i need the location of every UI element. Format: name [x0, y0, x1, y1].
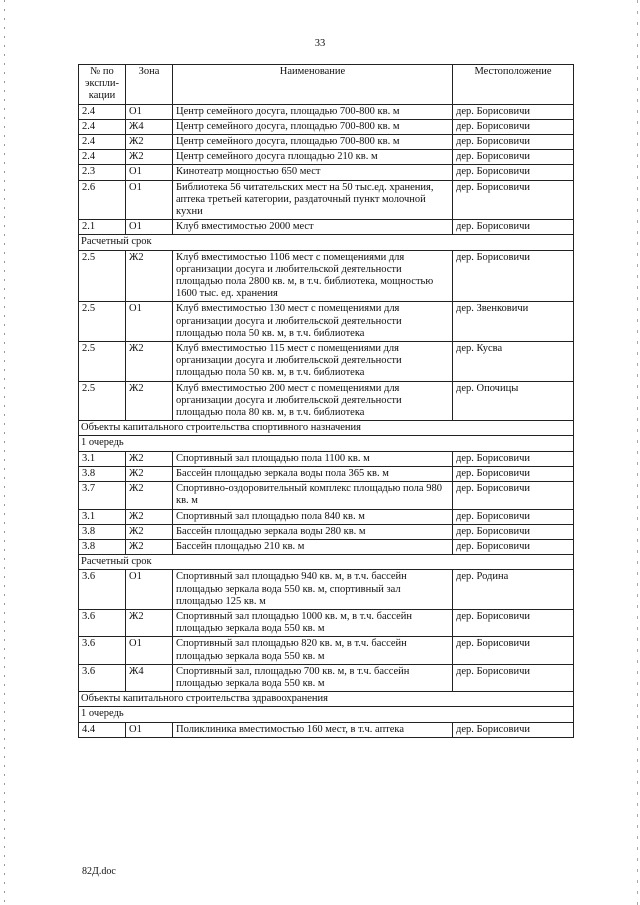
cell-zone: О1 [126, 302, 173, 342]
cell-location: дер. Звенковичи [453, 302, 574, 342]
table-row [79, 381, 574, 421]
table-row [79, 539, 574, 554]
cell-name: Центр семейного досуга площадью 210 кв. м [173, 150, 453, 165]
table-row [79, 119, 574, 134]
cell-location: дер. Борисовичи [453, 539, 574, 554]
cell-num: 4.4 [79, 722, 126, 737]
cell-num: 3.7 [79, 482, 126, 509]
page-number: 33 [314, 38, 326, 49]
table-row [79, 150, 574, 165]
cell-location: дер. Опочицы [453, 381, 574, 421]
cell-num: 2.5 [79, 342, 126, 382]
cell-zone: О1 [126, 104, 173, 119]
cell-zone: Ж2 [126, 509, 173, 524]
table-row [79, 664, 574, 691]
cell-location: дер. Борисовичи [453, 250, 574, 302]
cell-zone: Ж2 [126, 381, 173, 421]
cell-num: 3.6 [79, 570, 126, 610]
cell-location: дер. Борисовичи [453, 119, 574, 134]
cell-name: Спортивный зал площадью 940 кв. м, в т.ч. бассейн площадью зеркала вода 550 кв. м, спортивный зал площадью 125 кв. м [173, 570, 453, 610]
cell-zone: Ж4 [126, 119, 173, 134]
cell-name: Клуб вместимостью 130 мест с помещениями для организации досуга и любительской деятельности площадью пола 50 кв. м, в т.ч. библиотека [173, 302, 453, 342]
cell-name: Поликлиника вместимостью 160 мест, в т.ч. аптека [173, 722, 453, 737]
cell-name: Клуб вместимостью 1106 мест с помещениями для организации досуга и любительской деятельности площадью пола 2800 кв. м, в т.ч. библиотека, мощностью 1600 тыс. ед. хранения [173, 250, 453, 302]
cell-zone: Ж2 [126, 135, 173, 150]
cell-name: Центр семейного досуга, площадью 700-800 кв. м [173, 104, 453, 119]
header-zone: Зона [126, 65, 173, 105]
cell-zone: Ж2 [126, 466, 173, 481]
cell-location: дер. Борисовичи [453, 180, 574, 220]
cell-zone: Ж4 [126, 664, 173, 691]
cell-location: дер. Кусва [453, 342, 574, 382]
cell-location: дер. Борисовичи [453, 722, 574, 737]
cell-zone: О1 [126, 570, 173, 610]
cell-location: дер. Борисовичи [453, 165, 574, 180]
section-row [79, 555, 574, 570]
table-row [79, 466, 574, 481]
cell-name: Клуб вместимостью 115 мест с помещениями для организации досуга и любительской деятельности площадью пола 50 кв. м, в т.ч. библиотека [173, 342, 453, 382]
cell-num: 2.6 [79, 180, 126, 220]
cell-location: дер. Борисовичи [453, 482, 574, 509]
section-row [79, 707, 574, 722]
section-heading: Объекты капитального строительства спортивного назначения [79, 421, 574, 436]
cell-name: Спортивный зал, площадью 700 кв. м, в т.ч. бассейн площадью зеркала вода 550 кв. м [173, 664, 453, 691]
section-heading: 1 очередь [79, 707, 574, 722]
cell-num: 3.1 [79, 509, 126, 524]
cell-num: 2.5 [79, 381, 126, 421]
cell-zone: Ж2 [126, 524, 173, 539]
table-row [79, 524, 574, 539]
cell-zone: Ж2 [126, 482, 173, 509]
cell-name: Спортивно-оздоровительный комплекс площадью пола 980 кв. м [173, 482, 453, 509]
table-row [79, 180, 574, 220]
table-row [79, 342, 574, 382]
cell-name: Бассейн площадью 210 кв. м [173, 539, 453, 554]
cell-location: дер. Борисовичи [453, 524, 574, 539]
cell-zone: Ж2 [126, 451, 173, 466]
cell-name: Клуб вместимостью 200 мест с помещениями для организации досуга и любительской деятельности площадью пола 80 кв. м, в т.ч. библиотека [173, 381, 453, 421]
objects-table [78, 64, 574, 738]
cell-zone: Ж2 [126, 342, 173, 382]
cell-location: дер. Борисовичи [453, 104, 574, 119]
section-heading: 1 очередь [79, 436, 574, 451]
table-row [79, 570, 574, 610]
cell-name: Спортивный зал площадью 820 кв. м, в т.ч. бассейн площадью зеркала вода 550 кв. м [173, 637, 453, 664]
cell-location: дер. Борисовичи [453, 451, 574, 466]
cell-num: 2.5 [79, 302, 126, 342]
cell-name: Центр семейного досуга, площадью 700-800 кв. м [173, 135, 453, 150]
cell-num: 3.6 [79, 609, 126, 636]
cell-location: дер. Родина [453, 570, 574, 610]
section-heading: Расчетный срок [79, 555, 574, 570]
cell-zone: О1 [126, 165, 173, 180]
cell-name: Кинотеатр мощностью 650 мест [173, 165, 453, 180]
cell-zone: Ж2 [126, 539, 173, 554]
cell-name: Спортивный зал площадью пола 1100 кв. м [173, 451, 453, 466]
cell-location: дер. Борисовичи [453, 509, 574, 524]
cell-num: 2.4 [79, 135, 126, 150]
cell-num: 3.8 [79, 539, 126, 554]
table-row [79, 165, 574, 180]
cell-name: Бассейн площадью зеркала воды 280 кв. м [173, 524, 453, 539]
table-row [79, 509, 574, 524]
cell-location: дер. Борисовичи [453, 220, 574, 235]
cell-zone: Ж2 [126, 150, 173, 165]
cell-num: 2.1 [79, 220, 126, 235]
cell-num: 3.6 [79, 637, 126, 664]
cell-zone: Ж2 [126, 609, 173, 636]
cell-location: дер. Борисовичи [453, 609, 574, 636]
table-row [79, 302, 574, 342]
cell-location: дер. Борисовичи [453, 150, 574, 165]
header-location: Местоположение [453, 65, 574, 105]
section-row [79, 436, 574, 451]
cell-num: 3.6 [79, 664, 126, 691]
table-row [79, 250, 574, 302]
scan-edge-right [637, 0, 638, 905]
cell-location: дер. Борисовичи [453, 637, 574, 664]
cell-num: 2.4 [79, 119, 126, 134]
section-heading: Объекты капитального строительства здравоохранения [79, 692, 574, 707]
cell-name: Спортивный зал площадью 1000 кв. м, в т.ч. бассейн площадью зеркала вода 550 кв. м [173, 609, 453, 636]
table-row [79, 637, 574, 664]
header-name: Наименование [173, 65, 453, 105]
table-row [79, 104, 574, 119]
cell-location: дер. Борисовичи [453, 466, 574, 481]
section-row [79, 235, 574, 250]
table-header-row [79, 65, 574, 105]
cell-zone: О1 [126, 637, 173, 664]
cell-name: Центр семейного досуга, площадью 700-800 кв. м [173, 119, 453, 134]
cell-name: Библиотека 56 читательских мест на 50 тыс.ед. хранения, аптека третьей категории, раздаточный пункт молочной кухни [173, 180, 453, 220]
cell-location: дер. Борисовичи [453, 664, 574, 691]
section-row [79, 421, 574, 436]
table-row [79, 722, 574, 737]
cell-zone: О1 [126, 722, 173, 737]
table-row [79, 451, 574, 466]
cell-zone: О1 [126, 180, 173, 220]
scan-edge-left [4, 0, 5, 905]
table-row [79, 135, 574, 150]
header-num: № по экспли-кации [79, 65, 126, 105]
cell-zone: О1 [126, 220, 173, 235]
cell-location: дер. Борисовичи [453, 135, 574, 150]
cell-num: 2.4 [79, 104, 126, 119]
table-row [79, 609, 574, 636]
cell-num: 2.5 [79, 250, 126, 302]
cell-name: Бассейн площадью зеркала воды пола 365 кв. м [173, 466, 453, 481]
section-row [79, 692, 574, 707]
cell-num: 2.3 [79, 165, 126, 180]
footer-filename: 82Д.doc [82, 866, 116, 877]
cell-zone: Ж2 [126, 250, 173, 302]
cell-name: Клуб вместимостью 2000 мест [173, 220, 453, 235]
cell-name: Спортивный зал площадью пола 840 кв. м [173, 509, 453, 524]
cell-num: 3.1 [79, 451, 126, 466]
table-row [79, 482, 574, 509]
table-row [79, 220, 574, 235]
cell-num: 3.8 [79, 524, 126, 539]
table-body [79, 104, 574, 737]
cell-num: 3.8 [79, 466, 126, 481]
cell-num: 2.4 [79, 150, 126, 165]
section-heading: Расчетный срок [79, 235, 574, 250]
